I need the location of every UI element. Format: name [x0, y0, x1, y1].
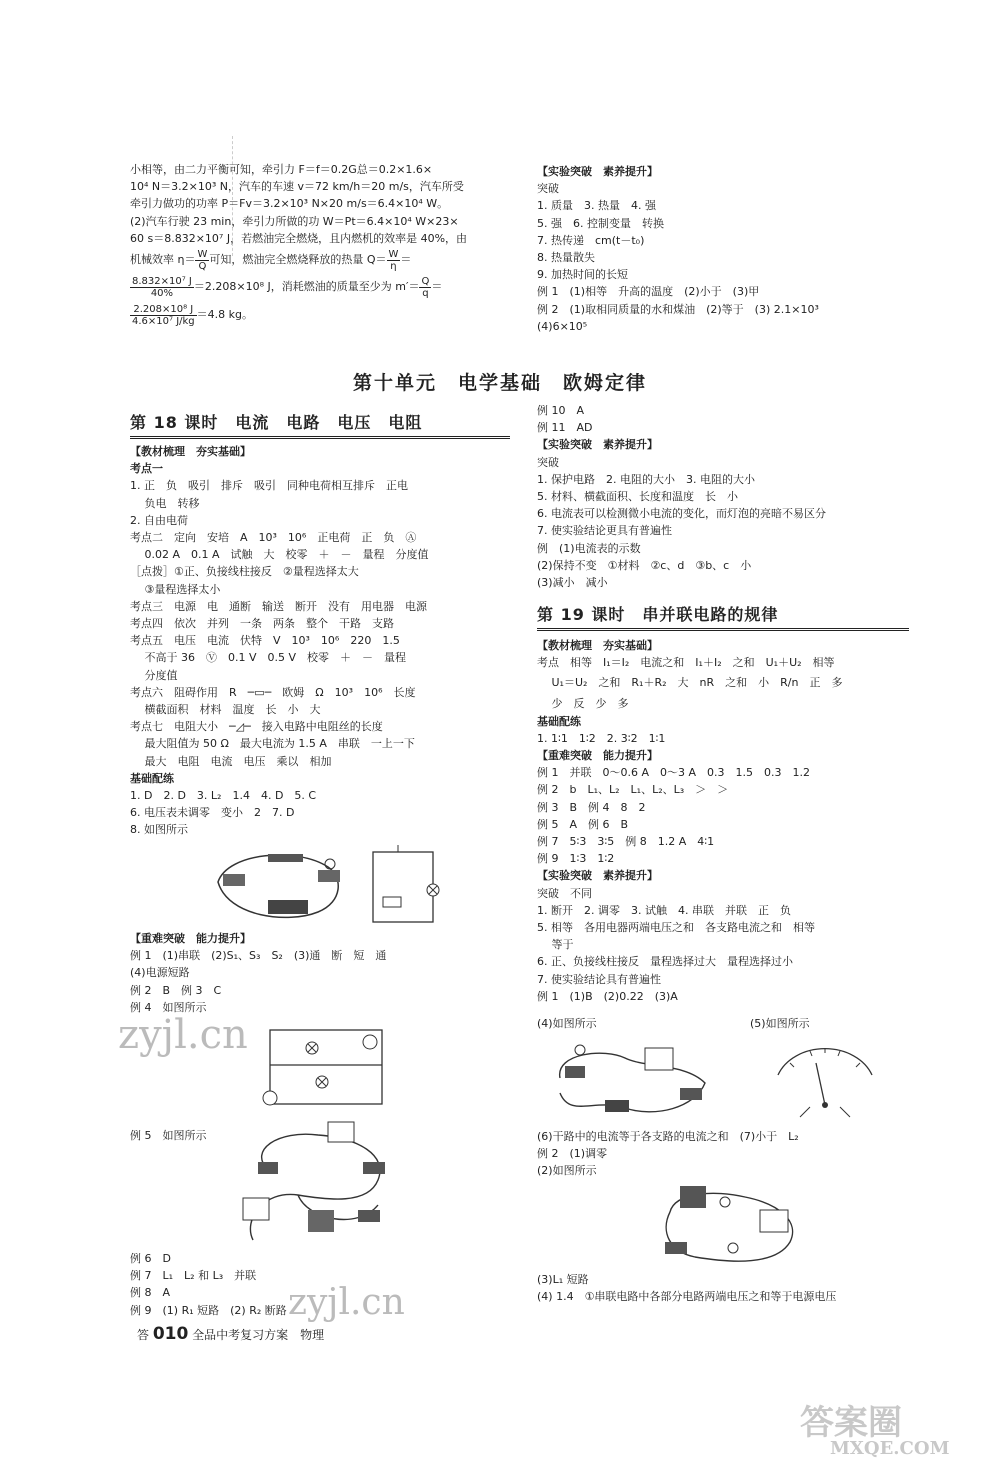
- text-line: 例 5 A 例 6 B: [537, 817, 629, 831]
- text-line: 1. 质量 3. 热量 4. 强: [537, 199, 656, 213]
- section-heading: 【实验突破 素养提升】: [537, 438, 658, 452]
- text-line: 1. 断开 2. 调零 3. 试触 4. 串联 并联 正 负: [537, 903, 791, 917]
- footer-book: 全品中考复习方案 物理: [192, 1328, 325, 1342]
- top-left-block: [130, 161, 512, 329]
- text-line: 0.02 A 0.1 A 试触 大 校零 ＋ － 量程 分度值: [130, 548, 429, 562]
- text-line: 例 3 B 例 4 8 2: [537, 800, 646, 814]
- watermark: zyjl.cn: [288, 1282, 405, 1323]
- text-line: 8. 如图所示: [130, 823, 188, 837]
- text-line: 例 4 如图所示: [130, 1000, 207, 1014]
- figure-label: (4)如图所示: [537, 1017, 597, 1030]
- text-line: 例 2 (1)取相同质量的水和煤油 (2)等于 (3) 2.1×10³: [537, 302, 819, 316]
- text-line: 例 11 AD: [537, 421, 593, 435]
- text-line: 1. 1∶1 1∶2 2. 3∶2 1∶1: [537, 731, 666, 745]
- text-line: 例 9 (1) R₁ 短路 (2) R₂ 断路: [130, 1303, 287, 1317]
- text-line: 考点六 阻碍作用 R ─▭─ 欧姆 Ω 10³ 10⁶ 长度: [130, 685, 416, 699]
- text-line: 1. D 2. D 3. L₂ 1.4 4. D 5. C: [130, 789, 317, 803]
- text-line: 考点一: [130, 462, 163, 476]
- section-heading: 【重难突破 能力提升】: [537, 749, 658, 763]
- text-line: 负电 转移: [130, 496, 200, 510]
- text-line: 小相等，由二力平衡可知，牵引力 F＝f＝0.2G总＝0.2×1.6×: [130, 163, 433, 176]
- text-line: (3)减小 减小: [537, 576, 608, 590]
- text-line: 等于: [537, 938, 574, 952]
- text-line: 6. 电流表可以检测微小电流的变化，而灯泡的亮暗不易区分: [537, 507, 826, 521]
- text-line: 7. 热传递 cm(t－t₀): [537, 233, 645, 247]
- section-heading: 【教材梳理 夯实基础】: [537, 639, 658, 652]
- text-line: (2)保持不变 ①材料 ②c、d ③b、c 小: [537, 558, 752, 572]
- text-line: 6. 正、负接线柱接反 量程选择过大 量程选择过小: [537, 955, 793, 969]
- formula-line: $\frac{\text{8.832×10⁷ J}}{40\%}$ ＝2.208×10⁸ J，消耗燃油的质量至少为 m′＝ $\frac{Q}{q}$ ＝: [132, 275, 443, 299]
- text-line: 例 (1)电流表的示数: [537, 541, 641, 555]
- lesson-19-body-2: [537, 1128, 909, 1180]
- text-line: 考点七 电阻大小 ─◿─ 接入电路中电阻丝的长度: [130, 720, 383, 734]
- text-line: 例 7 5∶3 3∶5 例 8 1.2 A 4∶1: [537, 835, 715, 849]
- text-line: 例 10 A: [537, 404, 585, 417]
- text-line: 1. 保护电路 2. 电阻的大小 3. 电阻的大小: [537, 472, 755, 486]
- text-line: 7. 使实验结论更具有普遍性: [537, 524, 672, 538]
- text-line: 最大 电阻 电流 电压 乘以 相加: [130, 754, 332, 768]
- text-line: 分度值: [130, 668, 178, 682]
- lesson-18-title: 第 18 课时 电流 电路 电压 电阻: [130, 410, 510, 439]
- text-line: 不高于 36 Ⓥ 0.1 V 0.5 V 校零 ＋ － 量程: [130, 651, 407, 665]
- text-line: 例 7 L₁ L₂ 和 L₃ 并联: [130, 1269, 257, 1283]
- lesson-18-body-2: [130, 930, 512, 1016]
- text-line: 例 1 (1)B (2)0.22 (3)A: [537, 989, 678, 1003]
- unit-title: 第十单元 电学基础 欧姆定律: [352, 372, 647, 394]
- circuit-figure-ex4: [262, 1020, 392, 1112]
- text-line: 例 1 (1)相等 升高的温度 (2)小于 (3)甲: [537, 285, 760, 299]
- text-line: 2. 自由电荷: [130, 513, 188, 527]
- text-line: 60 s＝8.832×10⁷ J，若燃油完全燃烧，且内燃机的效率是 40%，由: [130, 231, 468, 245]
- text-line: (2)如图所示: [537, 1164, 597, 1178]
- text-line: ［点拨］①正、负接线柱接反 ②量程选择太大: [130, 565, 359, 579]
- text-line: 例 2 b L₁、L₂ L₁、L₂、L₃ ＞ ＞: [537, 783, 729, 797]
- text-line: 考点五 电压 电流 伏特 V 10³ 10⁶ 220 1.5: [130, 634, 400, 648]
- text-line: ③量程选择太小: [130, 582, 221, 596]
- text-line: 例 6 D: [130, 1252, 171, 1265]
- circuit-figure-4: [545, 1038, 715, 1128]
- text-line: 例 8 A: [130, 1286, 171, 1300]
- text-line: 10⁴ N＝3.2×10³ N，汽车的车速 v＝72 km/h＝20 m/s，汽车所受: [130, 180, 464, 194]
- text-line: 例 1 并联 0～0.6 A 0～3 A 0.3 1.5 0.3 1.2: [537, 766, 811, 780]
- text-line: 例 2 B 例 3 C: [130, 983, 222, 997]
- page-number: 010: [152, 1324, 189, 1344]
- text-line: 5. 相等 各用电器两端电压之和 各支路电流之和 相等: [537, 921, 815, 935]
- text-line: (4)6×10⁵: [537, 319, 588, 333]
- text-line: 例 2 (1)调零: [537, 1147, 608, 1161]
- section-heading: 基础配练: [537, 714, 581, 728]
- lesson-19-body-3: [537, 1271, 909, 1305]
- text-line: 例 5 如图所示: [130, 1129, 207, 1142]
- text-line: 突破 不同: [537, 886, 592, 900]
- text-line: 牵引力做功的功率 P＝Fv＝3.2×10³ N×20 m/s＝6.4×10⁴ W。: [130, 197, 449, 211]
- text-line: 少 反 少 多: [537, 697, 629, 711]
- lesson-18-body: [130, 443, 512, 839]
- lesson-19-body: [537, 637, 909, 1005]
- section-heading: 基础配练: [130, 771, 174, 785]
- text-line: 7. 使实验结论具有普遍性: [537, 972, 661, 986]
- circuit-figure-2: [655, 1182, 805, 1272]
- text-line: (3)L₁ 短路: [537, 1273, 589, 1286]
- footer-prefix: 答: [137, 1328, 150, 1342]
- text-line: (4) 1.4 ①串联电路中各部分电路两端电压之和等于电源电压: [537, 1290, 837, 1304]
- watermark: zyjl.cn: [118, 1012, 248, 1058]
- text-line: 例 1 (1)串联 (2)S₁、S₃ S₂ (3)通 断 短 通: [130, 949, 387, 963]
- text-line: (4)电源短路: [130, 966, 190, 980]
- section-heading: 【重难突破 能力提升】: [130, 932, 251, 945]
- section-heading: 【实验突破 素养提升】: [537, 165, 658, 178]
- text-line: 突破: [537, 455, 559, 469]
- text-line: 1. 正 负 吸引 排斥 吸引 同种电荷相互排斥 正电: [130, 479, 408, 493]
- section-heading: 【实验突破 素养提升】: [537, 869, 658, 883]
- text-line: 6. 电压表未调零 变小 2 7. D: [130, 806, 295, 820]
- formula-line: $\frac{\text{2.208×10⁸ J}}{\text{4.6×10⁷ J/kg}}$ ＝4.8 kg。: [132, 303, 253, 327]
- page-footer: [137, 1324, 324, 1344]
- text-line: 8. 热量散失: [537, 251, 595, 265]
- watermark: MXQE.COM: [830, 1438, 950, 1459]
- watermark: 答案圈: [800, 1403, 902, 1443]
- figure-label: (5)如图所示: [750, 1017, 810, 1030]
- circuit-figure-8: [208, 842, 468, 927]
- text-line: 突破: [537, 182, 559, 196]
- formula-line: 机械效率 η＝ $\frac{W}{Q}$ 可知，燃油完全燃烧释放的热量 Q＝ $\frac{W}{\eta}$ ＝: [130, 248, 412, 272]
- section-heading: 【教材梳理 夯实基础】: [130, 445, 251, 458]
- text-line: 考点四 依次 并列 一条 两条 整个 干路 支路: [130, 617, 394, 631]
- text-line: 9. 加热时间的长短: [537, 268, 628, 282]
- text-line: 5. 材料、横截面积、长度和温度 长 小: [537, 490, 738, 504]
- text-line: (2)汽车行驶 23 min，牵引力所做的功 W＝Pt＝6.4×10⁴ W×23×: [130, 214, 459, 228]
- top-right-block: [537, 163, 909, 335]
- right-mid-block: [537, 402, 909, 591]
- circuit-figure-ex5: [238, 1110, 398, 1260]
- text-line: 考点 相等 I₁＝I₂ 电流之和 I₁＋I₂ 之和 U₁＋U₂ 相等: [537, 656, 835, 670]
- text-line: 考点二 定向 安培 A 10³ 10⁶ 正电荷 正 负 Ⓐ: [130, 531, 417, 545]
- text-line: 横截面积 材料 温度 长 小 大: [130, 703, 321, 717]
- text-line: 例 9 1∶3 1∶2: [537, 852, 615, 866]
- text-line: 5. 强 6. 控制变量 转换: [537, 216, 664, 230]
- text-line: 考点三 电源 电 通断 输送 断开 没有 用电器 电源: [130, 599, 427, 613]
- text-line: 最大阻值为 50 Ω 最大电流为 1.5 A 串联 一上一下: [130, 737, 415, 751]
- text-line: U₁＝U₂ 之和 R₁＋R₂ 大 nR 之和 小 R/n 正 多: [537, 676, 843, 690]
- text-line: (6)干路中的电流等于各支路的电流之和 (7)小于 L₂: [537, 1130, 799, 1143]
- meter-dial-figure: [770, 1035, 880, 1125]
- lesson-19-title: 第 19 课时 串并联电路的规律: [537, 602, 909, 631]
